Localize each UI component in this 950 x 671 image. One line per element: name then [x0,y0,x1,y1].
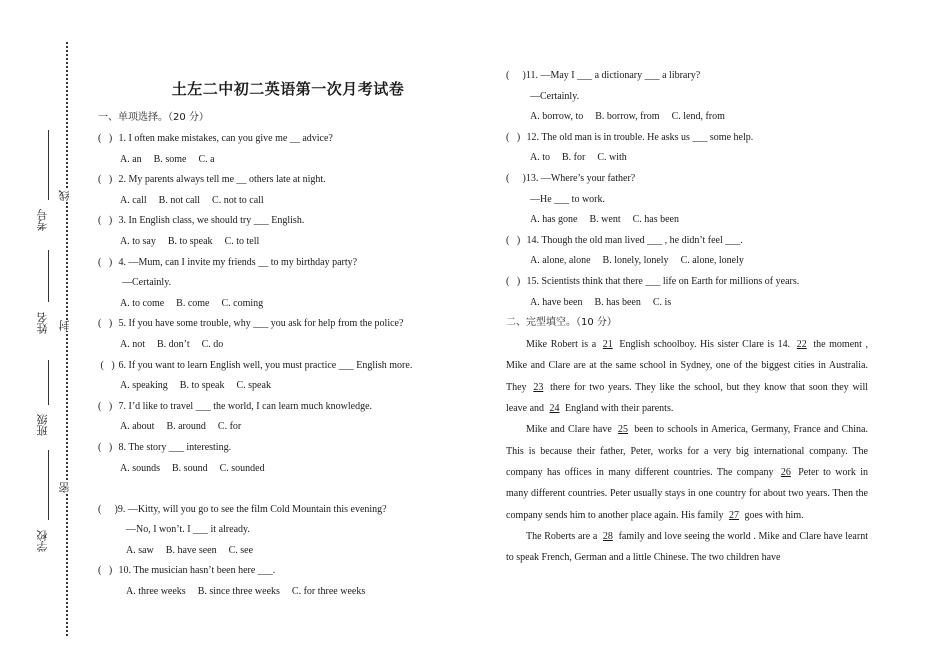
passage-text: been to schools in America, Germany, France and China. This is because their father, Peter, works for a very big international company. The company has offices in many different countries. The company [506,424,868,478]
section-heading-choice: 一、单项选择。（20 分） [98,112,209,123]
answer-paren[interactable]: ( ) [506,275,521,287]
option: C. lend, from [671,111,725,123]
question-11 [506,66,868,87]
answer-paren[interactable]: ( ) [98,215,113,227]
blank-number[interactable]: 26 [780,466,791,478]
question-text: 6. If you want to learn English well, you must practice ___ English more. [118,359,413,371]
binding-margin [0,0,90,671]
question-text: 12. The old man is in trouble. He asks us ___ some help. [526,131,754,143]
answer-paren[interactable]: ( ) [506,234,521,246]
blank-number[interactable]: 22 [796,339,807,351]
question-text: 1. I often make mistakes, can you give me __ advice? [118,133,333,144]
name-field [36,250,62,365]
options-3 [98,232,478,253]
question-12 [506,128,868,149]
passage-text: Peter to work in many different countries. Peter usually stays in one country for about two years. Then the company sends him to another place again. His family [506,466,868,521]
answer-paren[interactable]: ( ) [98,400,113,412]
passage-text: Mike and Clare have [526,424,616,436]
answer-paren[interactable]: ( ) [98,318,113,330]
option: A. alone, alone [530,255,591,267]
blank-number[interactable]: 23 [533,381,544,393]
option: C. has been [632,214,679,226]
answer-paren[interactable]: ( [506,70,517,81]
question-8 [98,438,478,459]
option: A. borrow, to [530,111,584,123]
answer-paren[interactable]: ( ) [98,441,113,453]
question-text: )11. —May I ___ a dictionary ___ a library? [522,70,701,81]
option: C. with [597,152,627,164]
option: B. come [176,297,210,309]
dialogue-11: —Certainly. [530,90,580,102]
question-text: 14. Though the old man lived ___ , he didn’t feel ___. [526,234,743,246]
question-10 [98,561,478,582]
option: A. an [120,153,142,165]
option: A. to [530,152,550,164]
question-text: 5. If you have some trouble, why ___ you ask for help from the police? [118,318,404,330]
option: C. not to call [212,194,264,206]
question-2 [98,170,478,191]
options-1 [98,150,478,171]
options-14 [506,251,868,272]
seal-char-line: 线 [58,190,74,201]
class-line[interactable] [48,360,49,405]
option: B. went [589,214,621,226]
option: B. some [153,153,187,165]
exam-title: 土左二中初二英语第一次月考试卷 [171,80,405,98]
option: B. for [562,152,586,164]
exam-number-label: 考号 [36,209,49,231]
option: A. three weeks [126,586,186,598]
dialogue-13: —He ___ to work. [530,193,605,205]
blank-number[interactable]: 25 [618,424,629,436]
right-column [506,66,868,568]
question-text: 8. The story ___ interesting. [118,441,232,453]
answer-paren[interactable]: ( ) [98,565,113,577]
blank-number[interactable]: 24 [549,403,560,415]
option: B. to speak [179,380,225,392]
options-15 [506,293,868,314]
options-6 [98,376,478,397]
question-5 [98,314,478,335]
question-4 [98,253,478,274]
option: C. for three weeks [291,586,366,598]
answer-paren[interactable]: ( [98,503,109,515]
passage-text: The Roberts are a [526,530,600,542]
section-heading-cloze: 二、完型填空。（10 分） [506,317,617,329]
option: B. don’t [157,338,190,350]
option: C. speak [236,380,271,392]
option: B. borrow, from [595,111,660,123]
blank-number[interactable]: 21 [602,339,613,351]
spacer [98,479,478,500]
dialogue-9: —No, I won’t. I ___ it already. [126,524,250,536]
option: B. lonely, lonely [602,255,669,267]
question-3 [98,211,478,232]
option: A. call [120,194,147,206]
question-7 [98,397,478,418]
passage-paragraph-1 [506,334,868,419]
option: B. to speak [167,235,213,247]
blank-number[interactable]: 27 [728,509,739,521]
seal-char-seal: 封 [58,320,74,331]
question-text: 2. My parents always tell me __ others late at night. [118,174,326,186]
option: A. about [120,421,155,433]
options-12 [506,148,868,169]
option: B. have seen [165,544,217,556]
options-2 [98,191,478,212]
passage-text: English schoolboy. His sister Clare is 14. [615,339,794,351]
school-field [36,450,62,580]
option: A. not [120,338,145,350]
option: C. alone, lonely [680,255,744,267]
left-column [98,70,478,603]
option: B. sound [172,462,208,474]
question-text: 4. —Mum, can I invite my friends __ to my birthday party? [118,256,358,268]
question-text: )13. —Where’s your father? [522,172,636,184]
cut-line [66,42,68,636]
option: A. have been [530,296,583,308]
option: A. speaking [120,380,168,392]
question-6 [98,356,478,377]
option: A. saw [126,544,154,556]
exam-number-line[interactable] [48,130,49,200]
option: B. since three weeks [197,586,280,598]
option: C. is [652,296,672,308]
blank-number[interactable]: 28 [602,530,613,542]
option: C. a [198,153,215,165]
option: A. sounds [120,462,161,474]
options-11 [506,107,868,128]
option: C. sounded [219,462,265,474]
option: A. to say [120,235,156,247]
passage-text: England with their parents. [562,403,674,415]
answer-paren[interactable]: ( ) [98,256,113,268]
question-text: 7. I’d like to travel ___ the world, I can learn much knowledge. [118,400,373,412]
options-10 [98,582,478,603]
question-text: )9. —Kitty, will you go to see the film Cold Mountain this evening? [114,503,387,515]
options-5 [98,335,478,356]
options-13 [506,210,868,231]
passage-text: Mike Robert is a [526,339,600,351]
options-4 [98,294,478,315]
answer-paren[interactable]: ( ) [98,133,113,144]
passage-text: the moment , Mike and Clare are at the same school in Sydney, one of the biggest cities in Australia. They [506,339,868,393]
question-14 [506,231,868,252]
passage-paragraph-2 [506,419,868,525]
seal-char-secret: 密 [58,482,74,493]
name-line[interactable] [48,250,49,302]
option: B. not call [158,194,201,206]
question-text: 15. Scientists think that there ___ life on Earth for millions of years. [526,275,800,287]
option: C. see [228,544,254,556]
exam-number-field [36,130,62,245]
question-15 [506,272,868,293]
option: A. has gone [530,214,578,226]
name-label: 姓名 [36,312,49,334]
options-7 [98,417,478,438]
passage-text: family and love seeing the world . Mike and Clare have learnt to speak French, German and a little Chinese. The two children have [506,530,868,564]
cloze-passage [506,334,868,568]
option: A. to come [120,297,165,309]
answer-paren[interactable]: ( ) [506,131,521,143]
answer-paren[interactable]: ( ) [98,174,113,186]
question-1 [98,129,478,150]
question-text: 10. The musician hasn’t been here ___. [118,565,276,577]
answer-paren[interactable]: ( ) [98,359,115,371]
passage-text: there for two years. They like the school, but they know that soon they will leave and [506,381,869,415]
question-13 [506,169,868,190]
option: C. do [201,338,224,350]
option: B. around [166,421,206,433]
class-label: 班级 [36,414,49,436]
option: B. has been [594,296,641,308]
option: C. to tell [224,235,260,247]
school-line[interactable] [48,450,49,520]
option: C. coming [221,297,264,309]
passage-text: goes with him. [741,509,804,521]
options-9 [98,541,478,562]
option: C. for [217,421,242,433]
dialogue-4: —Certainly. [122,277,172,289]
options-8 [98,459,478,480]
question-text: 3. In English class, we should try ___ English. [118,215,305,227]
passage-paragraph-3 [506,526,868,569]
question-9 [98,500,478,521]
school-label: 学校 [36,530,49,552]
answer-paren[interactable]: ( [506,172,517,184]
